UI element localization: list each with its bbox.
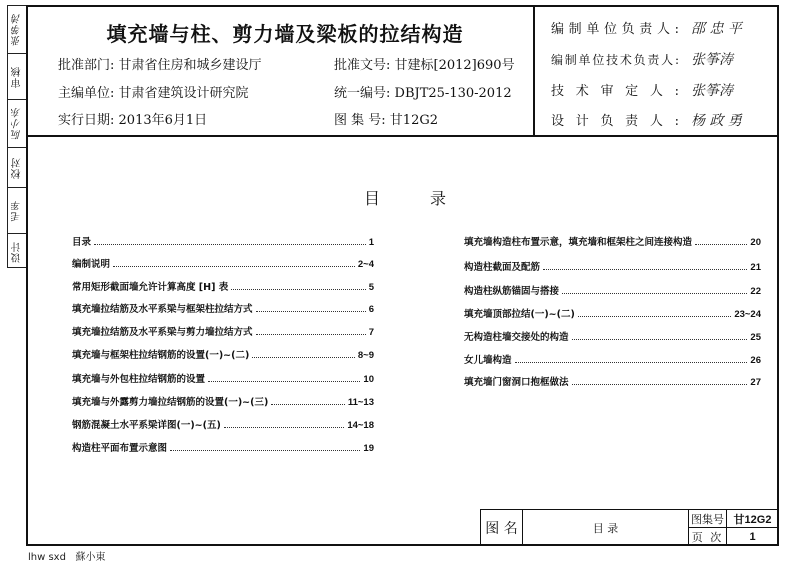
meta-chief-editor xyxy=(58,82,249,101)
toc-entry-page: 25 xyxy=(750,332,761,343)
meta-label: 统一编号: xyxy=(334,86,391,101)
toc-heading-right: 录 xyxy=(430,189,447,208)
meta-value: 甘肃省建筑设计研究院 xyxy=(118,86,249,101)
meta-approval-number xyxy=(334,54,515,73)
toc-entry-page: 14~18 xyxy=(347,420,374,431)
checker-signature: 阮小东 xyxy=(11,107,23,140)
toc-entry[interactable] xyxy=(72,256,374,270)
toc-entry[interactable] xyxy=(72,324,374,338)
meta-approval-dept xyxy=(58,54,262,73)
reviewer-signature: 张筝涛 xyxy=(11,13,23,46)
dot-leader xyxy=(562,293,747,294)
dot-leader xyxy=(208,381,360,382)
responsible-signature: 张筝涛 xyxy=(691,83,733,99)
toc-entry-page: 5 xyxy=(368,282,374,293)
dot-leader xyxy=(578,316,731,317)
toc-entry[interactable] xyxy=(464,306,761,320)
toc-entry-title: 钢筋混凝土水平系梁详图(一)~(五) xyxy=(72,420,221,431)
meta-atlas-number xyxy=(334,109,438,128)
toc-entry[interactable] xyxy=(464,329,761,343)
responsible-signature: 杨 政 勇 xyxy=(691,113,742,129)
responsible-role: 编制单位负责人: xyxy=(551,22,679,37)
responsible-row xyxy=(551,80,733,100)
toc-entry-page: 11~13 xyxy=(347,397,374,408)
meta-effective-date xyxy=(58,109,207,128)
review-label: 审核 xyxy=(11,65,23,88)
toc-entry-page: 27 xyxy=(750,377,761,388)
dot-leader xyxy=(113,266,355,267)
dot-leader xyxy=(256,311,366,312)
dot-leader xyxy=(572,384,748,385)
title-block-name-label: 图 名 xyxy=(481,510,523,545)
meta-value: DBJT25-130-2012 xyxy=(394,86,512,101)
toc-entry-title: 常用矩形截面墙允许计算高度 [H] 表 xyxy=(72,282,229,293)
toc-entry-title: 填充墙门窗洞口抱框做法 xyxy=(464,377,569,388)
toc-entry-title: 填充墙与外露剪力墙拉结钢筋的设置(一)~(三) xyxy=(72,397,269,408)
toc-entry[interactable] xyxy=(72,371,374,385)
header-divider xyxy=(26,135,779,137)
toc-heading-left: 目 xyxy=(364,189,381,208)
title-block-atlas-value: 甘12G2 xyxy=(727,510,778,528)
responsible-row xyxy=(551,49,733,69)
dot-leader xyxy=(170,450,360,451)
toc-entry-title: 填充墙与外包柱拉结钢筋的设置 xyxy=(72,374,206,385)
dot-leader xyxy=(515,362,748,363)
toc-entry[interactable] xyxy=(464,374,761,388)
toc-entry-page: 22 xyxy=(750,286,761,297)
dot-leader xyxy=(543,269,747,270)
toc-entry-title: 填充墙拉结筋及水平系梁与框架柱拉结方式 xyxy=(72,304,253,315)
toc-entry-page: 23~24 xyxy=(734,309,761,320)
document-title: 填充墙与柱、剪力墙及梁板的拉结构造 xyxy=(106,22,464,46)
responsible-signature: 邵 忠 平 xyxy=(691,21,742,37)
toc-entry[interactable] xyxy=(72,301,374,315)
toc-entry[interactable] xyxy=(72,440,374,454)
toc-entry-page: 2~4 xyxy=(357,259,374,270)
toc-entry[interactable] xyxy=(464,234,761,248)
meta-label: 实行日期: xyxy=(58,113,115,128)
toc-entry-page: 6 xyxy=(368,304,374,315)
toc-entry-title: 填充墙拉结筋及水平系梁与剪力墙拉结方式 xyxy=(72,327,253,338)
design-label: 设计 xyxy=(11,240,23,263)
toc-entry[interactable] xyxy=(464,352,761,366)
toc-entry-title: 填充墙顶部拉结(一)~(二) xyxy=(464,309,575,320)
responsible-row xyxy=(551,110,742,130)
toc-entry-title: 构造柱平面布置示意图 xyxy=(72,443,168,454)
strip-cell-check-label xyxy=(8,148,26,188)
meta-label: 批准文号: xyxy=(334,58,391,73)
title-block xyxy=(480,509,779,546)
title-block-name-value: 目 录 xyxy=(523,510,689,545)
footer-caption: lhw sxd 蘇小東 xyxy=(28,552,106,563)
meta-value: 甘肃省住房和城乡建设厅 xyxy=(118,58,262,73)
responsible-role: 编制单位技术负责人: xyxy=(551,53,679,67)
toc-entry-title: 女儿墙构造 xyxy=(464,355,512,366)
strip-cell-checker-signature xyxy=(8,100,26,148)
meta-label: 图 集 号: xyxy=(334,113,386,128)
responsible-role: 设计负责人: xyxy=(551,114,679,129)
dot-leader xyxy=(94,244,366,245)
toc-entry-page: 20 xyxy=(750,237,761,248)
strip-cell-reviewer-signature xyxy=(8,6,26,54)
toc-entry[interactable] xyxy=(464,283,761,297)
toc-entry-title: 构造柱截面及配筋 xyxy=(464,262,541,273)
responsible-row xyxy=(551,18,742,38)
strip-cell-design-label xyxy=(8,234,26,269)
meta-unified-number xyxy=(334,82,512,101)
title-block-atlas-label: 图集号 xyxy=(689,510,727,528)
strip-cell-review-label xyxy=(8,54,26,100)
responsible-role: 技术审定人: xyxy=(551,84,679,99)
toc-entry[interactable] xyxy=(72,417,374,431)
toc-entry-title: 填充墙与框架柱拉结钢筋的设置(一)~(二) xyxy=(72,350,250,361)
meta-value: 甘建标[2012]690号 xyxy=(394,58,515,73)
toc-entry-page: 10 xyxy=(363,374,374,385)
designer-signature: 毛军 xyxy=(11,199,23,222)
toc-entry-title: 编制说明 xyxy=(72,259,111,270)
strip-cell-designer-signature xyxy=(8,188,26,234)
signature-strip xyxy=(7,5,26,268)
toc-entry[interactable] xyxy=(72,394,374,408)
toc-entry-page: 8~9 xyxy=(357,350,374,361)
toc-entry-title: 构造柱纵筋锚固与搭接 xyxy=(464,286,560,297)
toc-entry-page: 7 xyxy=(368,327,374,338)
dot-leader xyxy=(256,334,366,335)
responsible-signature: 张筝涛 xyxy=(691,52,733,68)
dot-leader xyxy=(252,357,355,358)
dot-leader xyxy=(224,427,344,428)
dot-leader xyxy=(695,244,747,245)
title-block-page-value: 1 xyxy=(749,530,756,543)
toc-entry-title: 目录 xyxy=(72,237,92,248)
toc-entry-page: 1 xyxy=(368,237,374,248)
title-block-page-label: 页 次 xyxy=(689,528,727,545)
toc-entry-page: 26 xyxy=(750,355,761,366)
dot-leader xyxy=(231,289,365,290)
header-vertical-divider xyxy=(533,5,535,136)
toc-entry[interactable] xyxy=(72,279,374,293)
meta-value: 2013年6月1日 xyxy=(118,113,208,128)
toc-entry-title: 填充墙构造柱布置示意，填充墙和框架柱之间连接构造 xyxy=(464,237,693,248)
toc-entry[interactable] xyxy=(72,347,374,361)
dot-leader xyxy=(572,339,748,340)
toc-entry[interactable] xyxy=(464,259,761,273)
toc-entry[interactable] xyxy=(72,234,374,248)
toc-entry-title: 无构造柱墙交接处的构造 xyxy=(464,332,569,343)
check-label: 校对 xyxy=(11,156,23,179)
meta-value: 甘12G2 xyxy=(389,113,438,128)
meta-label: 批准部门: xyxy=(58,58,115,73)
toc-entry-page: 19 xyxy=(363,443,374,454)
dot-leader xyxy=(271,404,345,405)
toc-entry-page: 21 xyxy=(750,262,761,273)
meta-label: 主编单位: xyxy=(58,86,115,101)
